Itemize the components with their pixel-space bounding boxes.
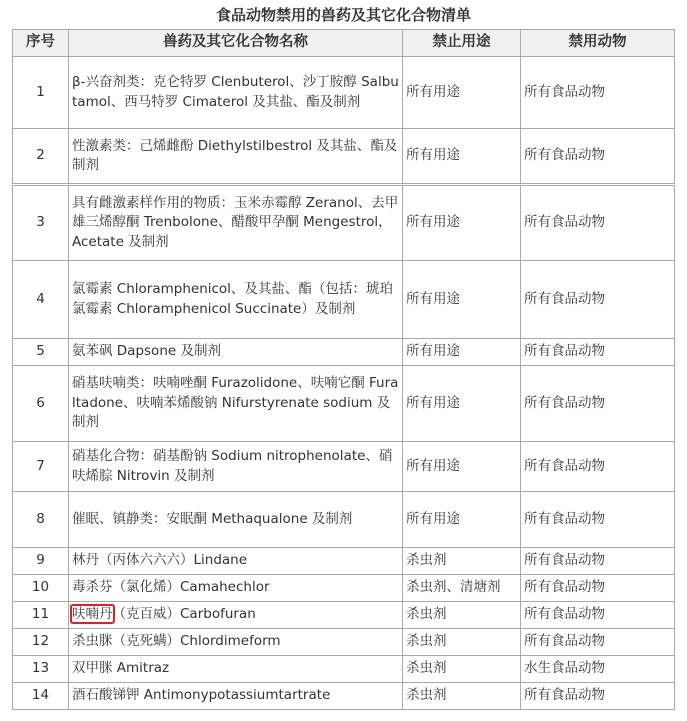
row-animal: 所有食品动物	[521, 185, 675, 261]
table-row	[13, 602, 675, 629]
row-no: 4	[13, 261, 69, 339]
row-name: 酒石酸锑钾 Antimonypotassiumtartrate	[69, 683, 403, 710]
row-use: 杀虫剂	[403, 602, 521, 629]
row-animal: 所有食品动物	[521, 261, 675, 339]
row-animal: 所有食品动物	[521, 575, 675, 602]
row-name: 硝基呋喃类：呋喃唑酮 Furazolidone、呋喃它酮 Furaltadone、呋喃苯烯酸钠 Nifurstyrenate sodium 及制剂	[69, 366, 403, 442]
table-row	[13, 339, 675, 366]
row-no: 14	[13, 683, 69, 710]
row-animal: 水生食品动物	[521, 656, 675, 683]
header-animal: 禁用动物	[521, 30, 675, 57]
row-use: 所有用途	[403, 442, 521, 492]
row-no: 5	[13, 339, 69, 366]
highlighted-term: 呋喃丹	[72, 606, 113, 623]
row-animal: 所有食品动物	[521, 683, 675, 710]
row-name: 具有雌激素样作用的物质：玉米赤霉醇 Zeranol、去甲雄三烯醇酮 Trenbolone、醋酸甲孕酮 Mengestrol，Acetate 及制剂	[69, 185, 403, 261]
row-name: 毒杀芬（氯化烯）Camahechlor	[69, 575, 403, 602]
row-name: 氨苯砜 Dapsone 及制剂	[69, 339, 403, 366]
row-animal: 所有食品动物	[521, 366, 675, 442]
row-use: 所有用途	[403, 261, 521, 339]
row-animal: 所有食品动物	[521, 339, 675, 366]
table-row	[13, 575, 675, 602]
row-no: 10	[13, 575, 69, 602]
row-no: 1	[13, 57, 69, 129]
drug-table	[12, 29, 675, 710]
row-no: 2	[13, 129, 69, 185]
row-no: 9	[13, 548, 69, 575]
table-header-row	[13, 30, 675, 57]
table-row	[13, 57, 675, 129]
row-no: 8	[13, 492, 69, 548]
row-name: 林丹（丙体六六六）Lindane	[69, 548, 403, 575]
row-animal: 所有食品动物	[521, 129, 675, 185]
row-use: 杀虫剂	[403, 683, 521, 710]
row-no: 12	[13, 629, 69, 656]
table-row	[13, 492, 675, 548]
header-use: 禁止用途	[403, 30, 521, 57]
table-row	[13, 548, 675, 575]
row-no: 13	[13, 656, 69, 683]
row-no: 6	[13, 366, 69, 442]
row-animal: 所有食品动物	[521, 492, 675, 548]
row-name: 氯霉素 Chloramphenicol、及其盐、酯（包括：琥珀氯霉素 Chloramphenicol Succinate）及制剂	[69, 261, 403, 339]
row-use: 杀虫剂	[403, 656, 521, 683]
row-no: 11	[13, 602, 69, 629]
row-name: 催眠、镇静类：安眠酮 Methaqualone 及制剂	[69, 492, 403, 548]
page-title: 食品动物禁用的兽药及其它化合物清单	[215, 6, 471, 24]
row-animal: 所有食品动物	[521, 57, 675, 129]
table-row	[13, 129, 675, 185]
row-animal: 所有食品动物	[521, 629, 675, 656]
row-use: 所有用途	[403, 492, 521, 548]
table-row	[13, 261, 675, 339]
row-no: 3	[13, 185, 69, 261]
row-use: 所有用途	[403, 339, 521, 366]
table-row	[13, 366, 675, 442]
row-use: 杀虫剂、清塘剂	[403, 575, 521, 602]
row-name: 双甲脒 Amitraz	[69, 656, 403, 683]
row-use: 杀虫剂	[403, 548, 521, 575]
row-use: 杀虫剂	[403, 629, 521, 656]
row-name	[69, 602, 403, 629]
table-row	[13, 683, 675, 710]
table-row	[13, 442, 675, 492]
row-name-rest: （克百威）Carbofuran	[112, 606, 256, 623]
row-animal: 所有食品动物	[521, 442, 675, 492]
row-animal: 所有食品动物	[521, 548, 675, 575]
row-use: 所有用途	[403, 185, 521, 261]
table-row	[13, 656, 675, 683]
table-row	[13, 629, 675, 656]
row-animal: 所有食品动物	[521, 602, 675, 629]
row-no: 7	[13, 442, 69, 492]
row-use: 所有用途	[403, 57, 521, 129]
row-use: 所有用途	[403, 129, 521, 185]
table-row	[13, 185, 675, 261]
row-name: β-兴奋剂类：克仑特罗 Clenbuterol、沙丁胺醇 Salbutamol、西马特罗 Cimaterol 及其盐、酯及制剂	[69, 57, 403, 129]
header-no: 序号	[13, 30, 69, 57]
row-name: 性激素类：己烯雌酚 Diethylstilbestrol 及其盐、酯及制剂	[69, 129, 403, 185]
row-name: 硝基化合物：硝基酚钠 Sodium nitrophenolate、硝呋烯腙 Nitrovin 及制剂	[69, 442, 403, 492]
row-use: 所有用途	[403, 366, 521, 442]
header-name: 兽药及其它化合物名称	[69, 30, 403, 57]
row-name: 杀虫脒（克死螨）Chlordimeform	[69, 629, 403, 656]
